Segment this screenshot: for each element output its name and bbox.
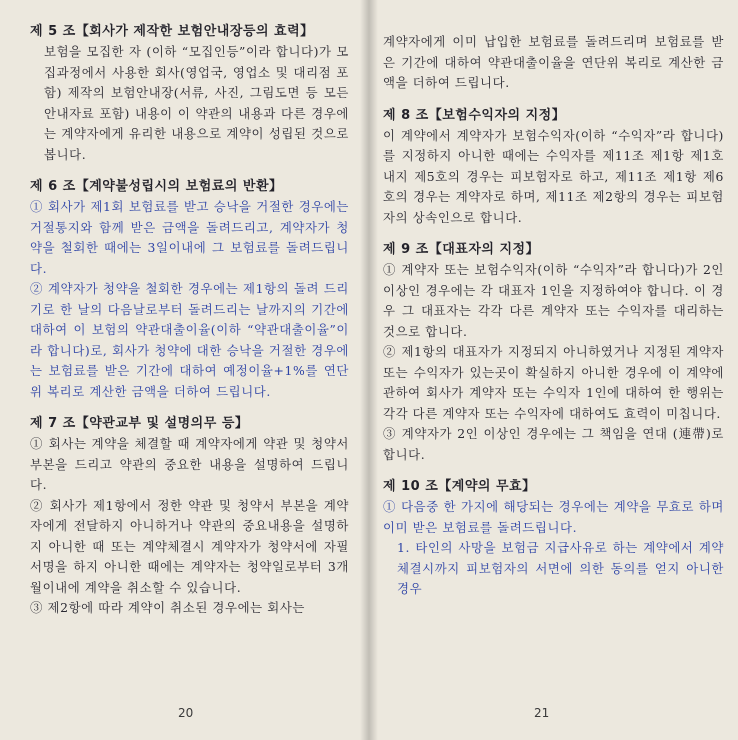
article-10-item-1: 1. 타인의 사망을 보험금 지급사유로 하는 계약에서 계약체결시까지 피보험자의 서면에 의한 동의를 얻지 아니한 경우 (397, 540, 724, 596)
article-7-paragraph-2: ② 회사가 제1항에서 정한 약관 및 청약서 부본을 계약자에게 전달하지 아니하거나 약관의 중요내용을 설명하지 아니한 때 또는 계약체결시 계약자가 청약서에 자필서명을 하지 아니한 때에는 계약자는 청약일로부터 3개월이내에 계약을 취소할 수 있습니다. (30, 497, 349, 595)
page-number-left: 20 (178, 706, 194, 720)
article-8-paragraph: 이 계약에서 계약자가 보험수익자(이하 “수익자”라 합니다)를 지정하지 아니한 때에는 수익자를 제11조 제1항 제1호 내지 제5호의 경우는 피보험자로 하고, 제11조 제1항 제6호의 경우는 계약자로 하며, 제11조 제2항의 경우는 피보험자의 상속인으로 합니다. (383, 127, 724, 225)
right-page (369, 0, 738, 740)
article-6-title: 제 6 조【계약불성립시의 보험료의 반환】 (30, 179, 283, 194)
article-9-paragraph-2: ② 제1항의 대표자가 지정되지 아니하였거나 지정된 계약자 또는 수익자가 있는곳이 확실하지 아니한 경우에 이 계약에 관하여 회사가 계약자 또는 수익자 1인에 대하여 한 행위는 각각 다른 계약자 또는 수익자에 대하여도 효력이 미칩니다. (383, 344, 724, 421)
continuation-paragraph: 계약자에게 이미 납입한 보험료를 돌려드리며 보험료를 받은 기간에 대하여 약관대출이율을 연단위 복리로 계산한 금액을 더하여 드립니다. (383, 34, 724, 90)
article-9-title: 제 9 조【대표자의 지정】 (383, 242, 540, 257)
article-10-title: 제 10 조【계약의 무효】 (383, 479, 536, 494)
article-6-paragraph-2: ② 계약자가 청약을 철회한 경우에는 제1항의 돌려 드리기로 한 날의 다음날로부터 돌려드리는 날까지의 기간에 대하여 이 보험의 약관대출이율(이하 “약관대출이율”이라 합니다)로, 회사가 청약에 대한 승낙을 거절한 경우에는 보험료를 받은 기간에 대하여 예정이율+1%를 연단위 복리로 계산한 금액을 더하여 드립니다. (30, 281, 349, 399)
article-5-title: 제 5 조【회사가 제작한 보험안내장등의 효력】 (30, 24, 314, 39)
article-5 (30, 20, 349, 165)
article-7-title: 제 7 조【약관교부 및 설명의무 등】 (30, 416, 249, 431)
article-8 (383, 104, 724, 229)
article-9-paragraph-3: ③ 계약자가 2인 이상인 경우에는 그 책임을 연대 (連帶)로 합니다. (383, 426, 724, 462)
article-5-paragraph: 보험을 모집한 자 (이하 “모집인등”이라 합니다)가 모집과정에서 사용한 회사(영업국, 영업소 및 대리점 포함) 제작의 보험안내장(서류, 사진, 그림도면 등 모든 안내자료 포함) 내용이 이 약관의 내용과 다른 경우에는 계약자에게 유리한 내용으로 계약이 성립된 것으로 봅니다. (44, 44, 349, 162)
article-9-paragraph-1: ① 계약자 또는 보험수익자(이하 “수익자”라 합니다)가 2인 이상인 경우에는 각 대표자 1인을 지정하여야 합니다. 이 경우 그 대표자는 각각 다른 계약자 또는 수익자를 대리하는 것으로 합니다. (383, 262, 724, 339)
article-10 (383, 475, 724, 600)
page-number-right: 21 (534, 706, 550, 720)
article-7-paragraph-3: ③ 제2항에 따라 계약이 취소된 경우에는 회사는 (30, 600, 305, 615)
article-8-title: 제 8 조【보험수익자의 지정】 (383, 107, 566, 123)
article-7-paragraph-1: ① 회사는 계약을 체결할 때 계약자에게 약관 및 청약서 부본을 드리고 약관의 중요한 내용을 설명하여 드립니다. (30, 436, 349, 492)
article-9 (383, 238, 724, 465)
article-6 (30, 175, 349, 402)
article-6-paragraph-1: ① 회사가 제1회 보험료를 받고 승낙을 거절한 경우에는 거절통지와 함께 받은 금액을 돌려드리고, 계약자가 청약을 철회한 때에는 3일이내에 그 보험료를 돌려드립니다. (30, 199, 349, 276)
article-10-paragraph-1: ① 다음중 한 가지에 해당되는 경우에는 계약을 무효로 하며 이미 받은 보험료를 돌려드립니다. (383, 499, 724, 535)
continuation-text (383, 32, 724, 94)
article-7 (30, 412, 349, 619)
